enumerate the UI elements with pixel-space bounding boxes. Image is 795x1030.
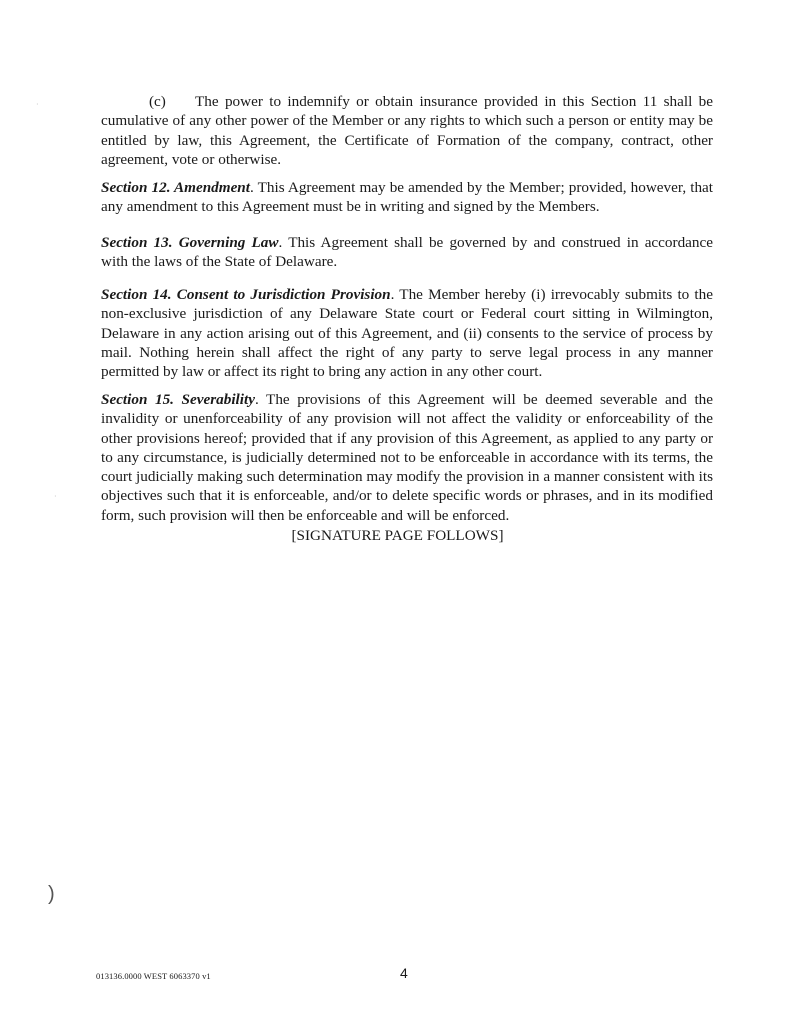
scan-speck: ·: [54, 492, 57, 501]
scan-mark-paren: ): [48, 883, 55, 905]
section-text: . The Member hereby (i) irrevocably submits to the non-exclusive jurisdiction of any Delaware State court or Federal court sitting in Wilmington, Delaware in any action arising out of this Agreement, and (ii) consents to the service of process by mail. Nothing herein shall affect the right of any party to serve legal process in any manner permitted by law or affect its right to bring any action in any other court.: [101, 286, 713, 381]
section-12-amendment: [101, 178, 713, 217]
section-heading: Section 13. Governing Law: [101, 234, 279, 251]
footer-document-id: 013136.0000 WEST 6063370 v1: [96, 971, 211, 981]
scan-speck: ·: [36, 100, 39, 109]
section-heading: Section 12. Amendment: [101, 179, 250, 196]
paragraph-c: [101, 92, 713, 169]
page-number: 4: [400, 965, 408, 981]
signature-page-follows: [SIGNATURE PAGE FOLLOWS]: [291, 527, 504, 544]
section-heading: Section 14. Consent to Jurisdiction Provision: [101, 286, 391, 303]
paragraph-text: The power to indemnify or obtain insurance provided in this Section 11 shall be cumulative of any other power of the Member or any rights to which such a person or entity may be entitled by law, this Agreement, the Certificate of Formation of the company, contract, other agreement, vote or otherwise.: [101, 93, 713, 168]
paragraph-label: (c): [149, 93, 166, 110]
section-14-jurisdiction: [101, 285, 713, 381]
section-15-severability: [101, 390, 713, 525]
section-13-governing-law: [101, 233, 713, 272]
section-heading: Section 15. Severability: [101, 391, 255, 408]
section-text: . This Agreement may be amended by the Member; provided, however, that any amendment to this Agreement must be in writing and signed by the Members.: [101, 179, 713, 216]
section-text: . The provisions of this Agreement will be deemed severable and the invalidity or unenforceability of any provision will not affect the validity or enforceability of the other provisions hereof; provided that if any provision of this Agreement, as applied to any party or to any circumstance, is judicially determined not to be enforceable in accordance with its terms, the court judicially making such determination may modify the provision in a manner consistent with its objectives such that it is enforceable, and/or to delete specific words or phrases, and in its modified form, such provision will then be enforceable and will be enforced.: [101, 391, 714, 524]
section-text: . This Agreement shall be governed by and construed in accordance with the laws of the State of Delaware.: [101, 234, 713, 271]
